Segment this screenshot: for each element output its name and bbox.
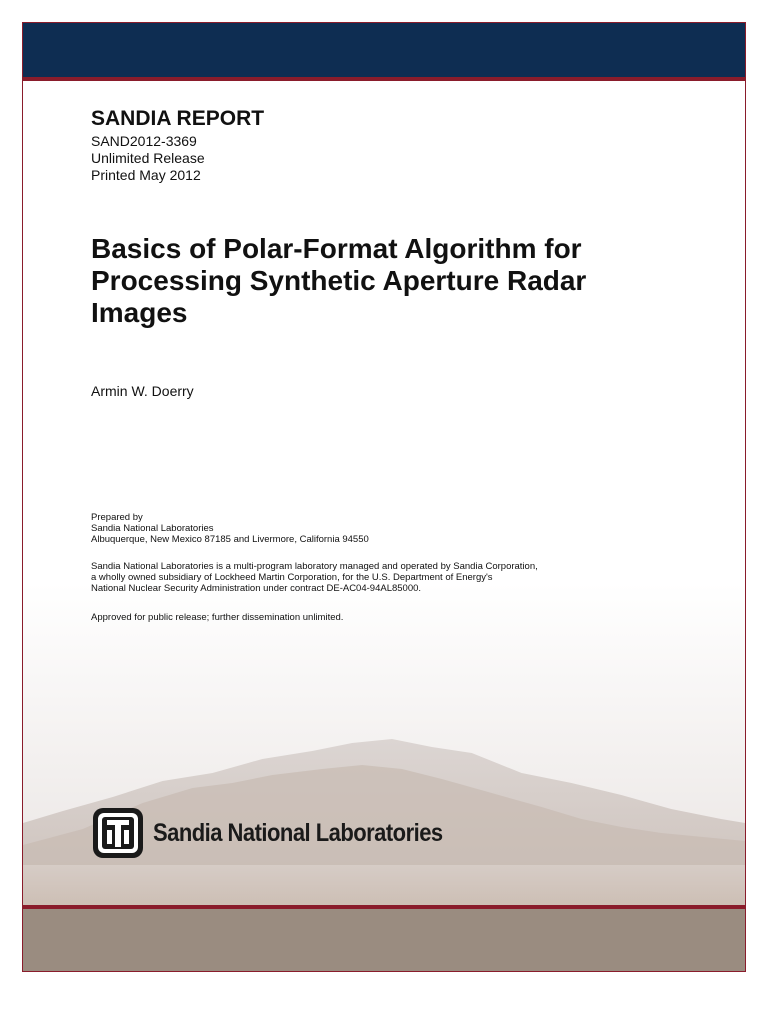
footer-band [23,909,745,972]
document-title [91,233,651,329]
report-cover [22,22,746,972]
statement-line-3: National Nuclear Security Administration under contract DE-AC04-94AL85000. [91,583,422,594]
prepared-by [91,512,369,545]
thunderbird-emblem-icon [91,806,145,860]
title-line-1: Basics of Polar-Format Algorithm for [91,233,582,264]
title-line-2: Processing Synthetic Aperture Radar [91,265,587,296]
report-number: SAND2012-3369 [91,133,197,149]
approval-statement: Approved for public release; further dissemination unlimited. [91,612,344,623]
prepared-line-1: Prepared by [91,512,143,523]
print-date: Printed May 2012 [91,167,201,183]
logo-wordmark: Sandia National Laboratories [153,818,443,847]
report-type-label: SANDIA REPORT [91,107,265,130]
author-name: Armin W. Doerry [91,383,194,399]
header-band [23,23,745,77]
prepared-line-2: Sandia National Laboratories [91,523,214,534]
statement-line-1: Sandia National Laboratories is a multi-program laboratory managed and operated by Sandia Corporation, [91,561,538,572]
prepared-line-3: Albuquerque, New Mexico 87185 and Livermore, California 94550 [91,534,369,545]
sandia-logo [91,805,482,861]
title-line-3: Images [91,297,188,328]
statement-line-2: a wholly owned subsidiary of Lockheed Martin Corporation, for the U.S. Department of Energy's [91,572,493,583]
header-rule [23,77,745,81]
lab-statement [91,561,538,594]
release-status: Unlimited Release [91,150,205,166]
